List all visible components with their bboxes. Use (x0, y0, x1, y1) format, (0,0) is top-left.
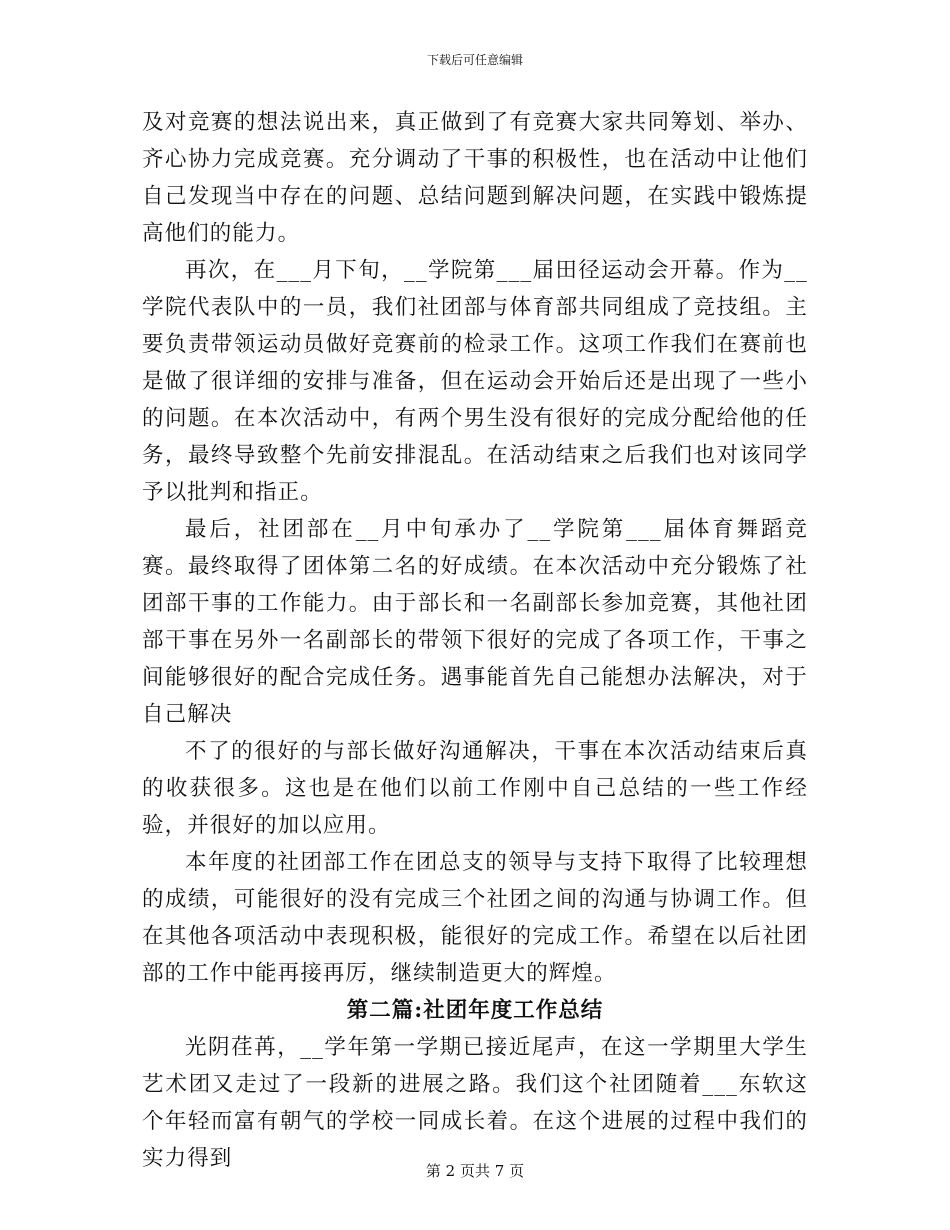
paragraph-art-troupe: 光阴荏苒，__学年第一学期已接近尾声，在这一学期里大学生艺术团又走过了一段新的进展之路。我们这个社团随着___东软这个年轻而富有朝气的学校一同成长着。在这个进展的过程中我们的实力得到 (142, 1035, 808, 1171)
page-footer: 第 2 页共 7 页 (425, 1162, 525, 1180)
paragraph-track-meet: 再次，在___月下旬，__学院第___届田径运动会开幕。作为__学院代表队中的一员，我们社团部与体育部共同组成了竞技组。主要负责带领运动员做好竞赛前的检录工作。这项工作我们在赛前也是做了很详细的安排与准备，但在运动会开始后还是出现了一些小的问题。在本次活动中，有两个男生没有很好的完成分配给他的任务，最终导致整个先前安排混乱。在活动结束之后我们也对该同学予以批判和指正。 (142, 258, 808, 505)
page-header: 下载后可任意编辑 (426, 53, 523, 67)
section-title: 第二篇:社团年度工作总结 (346, 998, 604, 1023)
document-body (142, 104, 808, 1177)
paragraph-continuation: 及对竞赛的想法说出来，真正做到了有竞赛大家共同筹划、举办、齐心协力完成竞赛。充分调动了干事的积极性，也在活动中让他们自己发现当中存在的问题、总结问题到解决问题，在实践中锻炼提高他们的能力。 (142, 110, 808, 246)
paragraph-dance-competition: 最后，社团部在__月中旬承办了__学院第___届体育舞蹈竞赛。最终取得了团体第二名的好成绩。在本次活动中充分锻炼了社团部干事的工作能力。由于部长和一名副部长参加竞赛，其他社团部干事在另外一名副部长的带领下很好的完成了各项工作，干事之间能够很好的配合完成任务。遇事能首先自己能想办法解决，对于自己解决 (142, 517, 808, 727)
paragraph-annual-summary: 本年度的社团部工作在团总支的领导与支持下取得了比较理想的成绩，可能很好的没有完成三个社团之间的沟通与协调工作。但在其他各项活动中表现积极，能很好的完成工作。希望在以后社团部的工作中能再接再厉，继续制造更大的辉煌。 (142, 850, 808, 986)
paragraph-communication: 不了的很好的与部长做好沟通解决，干事在本次活动结束后真的收获很多。这也是在他们以前工作刚中自己总结的一些工作经验，并很好的加以应用。 (142, 739, 808, 838)
